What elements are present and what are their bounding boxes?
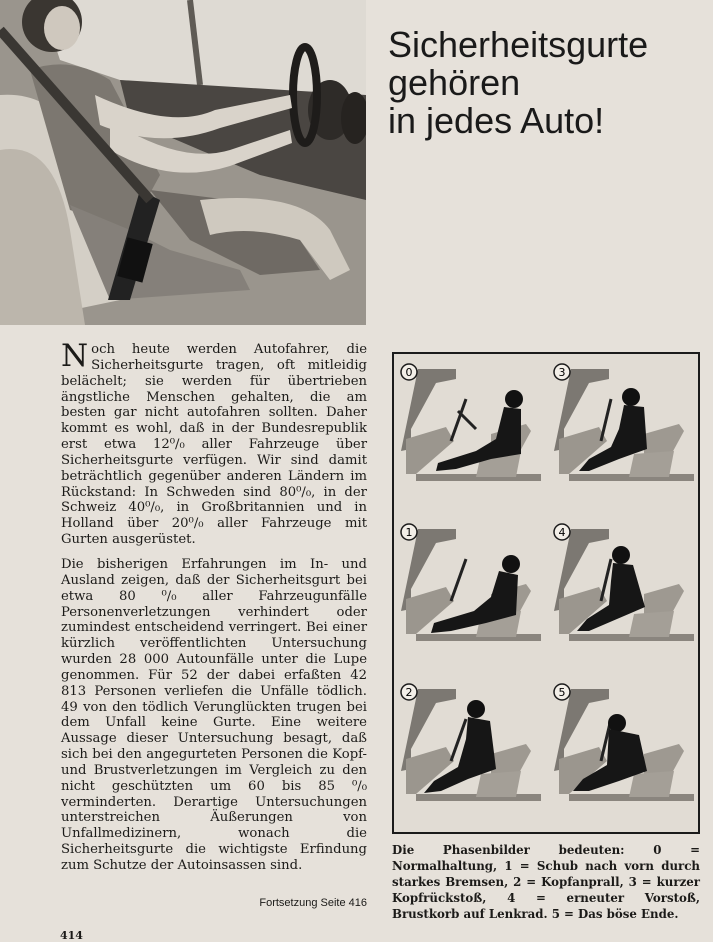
panel-4 [554, 524, 694, 641]
figure-caption: Die Phasenbilder bedeuten: 0 = Normalhaltung, 1 = Schub nach vorn durch starkes Bremsen, 2 = Kopfanprall, 3 = kurzer Kopfrückstoß, 4 = erneuter Vorstoß, Brustkorb auf Lenkrad. 5 = Das böse Ende. [392, 843, 700, 922]
panel-5 [554, 684, 694, 801]
headline-line-1: Sicherheitsgurte [388, 24, 649, 65]
article-paragraph-2: Die bisherigen Erfahrungen im In- und Ausland zeigen, daß der Sicherheitsgurt bei etwa 80 ⁰/₀ aller Fahrzeugunfälle Personenverletzungen verhindert oder zumindest entscheidend verringert. Bei einer kürzlich veröffentlichten Untersuchung wurden 28 000 Autounfälle unter die Lupe genommen. Für 52 der dabei erfaßten 42 813 Personen verliefen die Unfälle tödlich. 49 von den tödlich Verunglückten trugen bei dem Unfall keine Gurte. Eine weitere Aussage dieser Untersuchung besagt, daß sich bei den angegurteten Personen die Kopf- und Brustverletzungen im Vergleich zu den nicht geschützten um 60 bis 85 ⁰/₀ verminderten. Derartige Untersuchungen unterstreichen Äußerungen von Unfallmedizinern, wonach die Sicherheitsgurte die wichtigste Erfindung zum Schutze der Autoinsassen sind. [61, 556, 367, 873]
panel-5-label: 5 [558, 686, 566, 699]
panel-4-label: 4 [558, 526, 566, 539]
panel-1 [401, 524, 541, 641]
crash-phase-figure [392, 352, 700, 834]
panel-0-label: 0 [405, 366, 413, 379]
page-number: 414 [60, 929, 83, 942]
paragraph-1-text: och heute werden Autofahrer, die Sicherheitsgurte tragen, oft mitleidig belächelt; sie werden für übertrieben ängstliche Menschen gehalten, die am besten gar nicht autofahren sollten. Daher kommt es wohl, daß in der Bundesrepublik erst etwa 12⁰/₀ aller Fahrzeuge über Sicherheitsgurte verfügen. Wir sind damit beträchtlich gegenüber anderen Ländern im Rückstand: In Schweden sind 80⁰/₀, in der Schweiz 40⁰/₀, in Großbritannien und in Holland über 20⁰/₀ aller Fahrzeuge mit Gurten ausgerüstet. [61, 342, 367, 548]
article-body [61, 338, 367, 874]
panel-2 [401, 684, 541, 801]
driver-photo [0, 0, 366, 325]
article-paragraph-1 [61, 338, 367, 548]
driver-photo-illustration [0, 0, 366, 325]
headline-line-2: gehören [388, 62, 521, 103]
continuation-note: Fortsetzung Seite 416 [259, 897, 367, 909]
drop-cap: N [61, 338, 89, 374]
panel-2-label: 2 [405, 686, 413, 699]
article-headline [388, 26, 708, 140]
crash-phase-panels [394, 354, 698, 832]
panel-3 [554, 364, 694, 481]
panel-3-label: 3 [558, 366, 566, 379]
headline-line-3: in jedes Auto! [388, 100, 605, 141]
panel-1-label: 1 [405, 526, 413, 539]
panel-0 [401, 364, 541, 481]
